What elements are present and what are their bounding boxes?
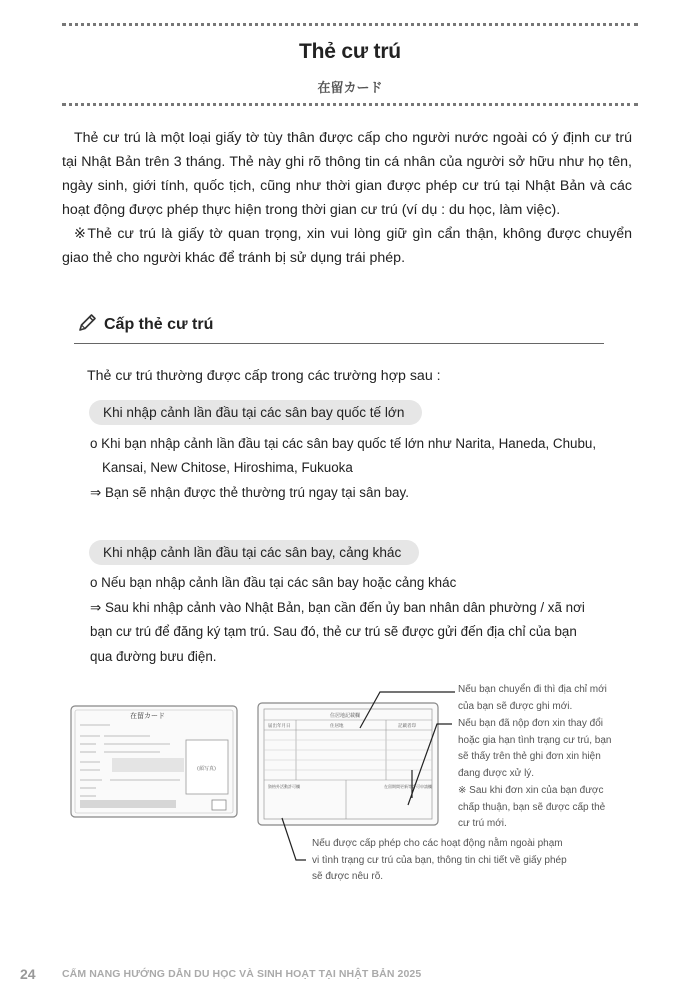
- bottom-dotted-divider: [62, 103, 638, 106]
- note-new-address: Nếu bạn chuyển đi thì địa chỉ mới của bạn sẽ được ghi mới.: [458, 684, 607, 712]
- footer-title: CẨM NANG HƯỚNG DẪN DU HỌC VÀ SINH HOẠT TẠI NHẬT BẢN 2025: [62, 968, 422, 980]
- pencil-icon: [76, 312, 98, 339]
- svg-text:在留期間更新等許可申請欄: 在留期間更新等許可申請欄: [384, 784, 432, 789]
- svg-text:届出年月日: 届出年月日: [268, 724, 291, 729]
- svg-text:記載者印: 記載者印: [398, 724, 416, 729]
- case-1-line-3: ⇒ Bạn sẽ nhận được thẻ thường trú ngay tại sân bay.: [90, 485, 409, 500]
- section-rule: [74, 343, 604, 344]
- page-subtitle: 在留カード: [317, 81, 383, 96]
- case-2-label: Khi nhập cảnh lần đầu tại các sân bay, cảng khác: [89, 540, 419, 565]
- section-lead: Thẻ cư trú thường được cấp trong các trường hợp sau :: [87, 368, 441, 384]
- case-1-line-1: o Khi bạn nhập cảnh lần đầu tại các sân bay quốc tế lớn như Narita, Haneda, Chubu,: [90, 436, 597, 451]
- top-dotted-divider: [62, 23, 638, 26]
- intro-paragraph-1: Thẻ cư trú là một loại giấy tờ tùy thân được cấp cho người nước ngoài có ý định cư trú tại Nhật Bản trên 3 tháng. Thẻ này ghi rõ thông tin cá nhân của người sở hữu như họ tên, ngày sinh, giới tính, quốc tịch, cũng như thời gian được phép cư trú tại Nhật Bản và các hoạt động được phép thực hiện trong thời gian cư trú (ví dụ : du học, làm việc).: [62, 130, 632, 218]
- case-2-line-2: ⇒ Sau khi nhập cảnh vào Nhật Bản, bạn cần đến ủy ban nhân dân phường / xã nơi: [90, 600, 585, 615]
- section-title: Cấp thẻ cư trú: [104, 316, 214, 333]
- card-back-header: 住居地記載欄: [330, 713, 361, 719]
- svg-text:資格外活動許可欄: 資格外活動許可欄: [268, 784, 300, 789]
- note-new-card: ※ Sau khi đơn xin của bạn được chấp thuận, bạn sẽ được cấp thẻ cư trú mới.: [458, 785, 606, 829]
- photo-label: (顔写真): [197, 766, 216, 772]
- section-heading: [76, 312, 213, 338]
- case-2-line-4: qua đường bưu điện.: [90, 649, 217, 664]
- note-pending-application: Nếu bạn đã nộp đơn xin thay đổi hoặc gia hạn tình trạng cư trú, bạn sẽ thấy trên thẻ ghi đơn xin hiện đang được xử lý.: [458, 718, 612, 779]
- page-title: Thẻ cư trú: [299, 40, 401, 63]
- svg-text:住居地: 住居地: [330, 724, 344, 729]
- note-activity-permission: Nếu được cấp phép cho các hoạt động nằm ngoài phạm vi tình trạng cư trú của bạn, thông tin chi tiết về giấy phép sẽ được nêu rõ.: [312, 838, 567, 882]
- card-back-image: [258, 703, 438, 825]
- case-2-line-1: o Nếu bạn nhập cảnh lần đầu tại các sân bay hoặc cảng khác: [90, 575, 457, 590]
- case-1-label: Khi nhập cảnh lần đầu tại các sân bay quốc tế lớn: [89, 400, 422, 425]
- intro-paragraph-2: ※Thẻ cư trú là giấy tờ quan trọng, xin vui lòng giữ gìn cẩn thận, không được chuyển giao thẻ cho người khác để tránh bị sử dụng trái phép.: [62, 226, 632, 266]
- case-1-line-2: Kansai, New Chitose, Hiroshima, Fukuoka: [102, 460, 353, 475]
- case-2-line-3: bạn cư trú để đăng ký tạm trú. Sau đó, thẻ cư trú sẽ được gửi đến địa chỉ của bạn: [90, 624, 577, 639]
- page-number: 24: [20, 966, 36, 982]
- card-front-image: [71, 706, 237, 817]
- card-front-title: 在留カード: [130, 712, 165, 720]
- intro-text: [62, 126, 632, 270]
